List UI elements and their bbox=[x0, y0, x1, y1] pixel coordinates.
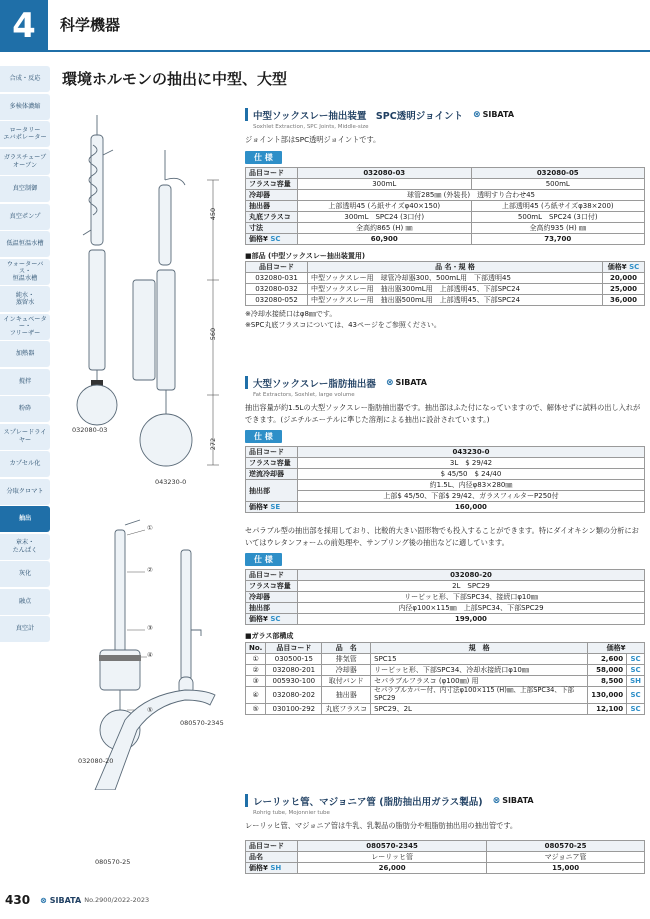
figure-label: 080570-25 bbox=[95, 858, 131, 866]
section-description: 抽出容量が約1.5Lの大型ソックスレー脂肪抽出器です。抽出部はふた付になっていますので、解体せずに試料の出し入れができます。(ジエチルエーテルに準じた溶剤による抽出に設計されています。) bbox=[245, 403, 641, 424]
sidebar-item[interactable]: インキュベーター・ フリーザー bbox=[0, 314, 50, 340]
spec-badge: 仕 様 bbox=[245, 430, 282, 443]
sidebar-item[interactable]: 合成・反応 bbox=[0, 66, 50, 92]
sidebar-item[interactable]: カプセル化 bbox=[0, 451, 50, 477]
section-subtitle: Fat Extractors, Soxhlet, large volume bbox=[253, 392, 355, 398]
spec-badge: 仕 様 bbox=[245, 553, 282, 566]
spec-table: 品目コード 080570-2345 080570-25 品名 レーリッヒ管 マジョニア管 価格¥ SH 26,000 15,000 bbox=[245, 840, 645, 874]
section-rohrig-mojonnier bbox=[245, 794, 645, 874]
sidebar-item[interactable]: 真空ポンプ bbox=[0, 204, 50, 230]
spec-badge: 仕 様 bbox=[245, 151, 282, 164]
header-rule bbox=[48, 50, 650, 52]
sidebar-item[interactable]: 融点 bbox=[0, 589, 50, 615]
footer bbox=[5, 893, 149, 907]
sidebar bbox=[0, 66, 50, 644]
sidebar-item[interactable]: 多検体濃縮 bbox=[0, 94, 50, 120]
sidebar-item[interactable]: 粉砕 bbox=[0, 396, 50, 422]
sidebar-item[interactable]: 純水・ 蒸留水 bbox=[0, 286, 50, 312]
sidebar-item[interactable]: 低温恒温水槽 bbox=[0, 231, 50, 257]
soxhlet-middle-illustration bbox=[77, 115, 117, 425]
note: ※SPC丸底フラスコについては、43ページをご参照ください。 bbox=[245, 321, 441, 330]
figure-label: 080570-2345 bbox=[180, 719, 224, 727]
parts-title: ■ガラス部構成 bbox=[245, 632, 294, 641]
section-description: レーリッヒ管、マジョニア管は牛乳、乳製品の脂肪分や粗脂肪抽出用の抽出管です。 bbox=[245, 821, 518, 830]
dimension-label: 272 bbox=[209, 437, 218, 451]
sidebar-item[interactable]: 加熱器 bbox=[0, 341, 50, 367]
dimension-label: 560 bbox=[209, 327, 218, 341]
page-title: 環境ホルモンの抽出に中型、大型 bbox=[62, 70, 288, 88]
parts-table: 品目コード 品 名・規 格 価格¥ SC 032080-031 中型ソックスレー用 球管冷却器300、500mL用 下部透明45 20,000 032080-032 中型ソックスレー用 抽出器300mL用 上部透明45、下部SPC24 25,000 032080-052 中型ソックスレー用 抽出器500mL用 上部透明45、下部SPC24 36,000 bbox=[245, 261, 645, 306]
figure-label: 043230-0 bbox=[155, 478, 187, 486]
section-title: レーリッヒ管、マジョニア管 (脂肪抽出用ガラス製品) bbox=[253, 796, 483, 808]
fat-extractor-large-illustration bbox=[133, 150, 219, 466]
sidebar-item[interactable]: 章末・ たんぱく bbox=[0, 534, 50, 560]
callout-2: ② bbox=[147, 566, 153, 574]
callout-4: ④ bbox=[147, 651, 153, 659]
sidebar-item[interactable]: ウォーターバス・ 恒温水槽 bbox=[0, 259, 50, 285]
sidebar-item[interactable]: スプレードライヤー bbox=[0, 424, 50, 450]
sibata-logo: ⊗ SIBATA bbox=[492, 795, 534, 806]
footer-brand: ⊗ SIBATA No.2900/2022-2023 bbox=[40, 895, 150, 905]
dimension-label: 450 bbox=[209, 207, 218, 221]
section-large-fat-extractor bbox=[245, 376, 645, 715]
sidebar-item[interactable]: 撹拌 bbox=[0, 369, 50, 395]
sidebar-item[interactable]: 真空制御 bbox=[0, 176, 50, 202]
callout-1: ① bbox=[147, 524, 153, 532]
sidebar-item[interactable]: 分取クロマト bbox=[0, 479, 50, 505]
section-subtitle: Soxhlet Extraction, SPC Joints, Middle-size bbox=[253, 124, 369, 130]
spec-table: 品目コード 043230-0 フラスコ容量 3L $ 29/42 逆流冷却器 $ 45/50 $ 24/40 抽出部 約1.5L、内径φ83×280㎜ 上部$ 45/50、下部$ 29/42、ガラスフィルターP250付 価格¥ SE 160,000 bbox=[245, 446, 645, 513]
figure-label: 032080-20 bbox=[78, 757, 114, 765]
spec-table: 品目コード 032080-03 032080-05 フラスコ容量 300mL 500mL 冷却器 球管285㎜ (外装長) 透明すり合わせ45 抽出器 上部透明45 (ろ紙サイズφ40×150) 上部透明45 (ろ紙サイズφ38×200) 丸底フラスコ 300mL SPC24 (3口付) 500mL SPC24 (3口付) 寸法 全高約865 (H) ㎜ 全高約935 (H) ㎜ 価格¥ SC 60,900 73,700 bbox=[245, 167, 645, 245]
chapter-title: 科学機器 bbox=[60, 16, 121, 34]
section-middle-soxhlet bbox=[245, 108, 645, 331]
sibata-logo: ⊗ SIBATA bbox=[385, 377, 427, 388]
spec-table-20: 品目コード 032080-20 フラスコ容量 2L SPC29 冷却器 リービッヒ形、下部SPC34、接続口φ10㎜ 抽出部 内径φ100×115㎜ 上部SPC34、下部SPC29 価格¥ SC 199,000 bbox=[245, 569, 645, 625]
rohrig-tube-illustration bbox=[179, 550, 201, 695]
figure-label: 032080-03 bbox=[72, 426, 108, 434]
callout-5: ⑤ bbox=[147, 706, 153, 714]
section-subtitle: Rohrig tube, Mojonnier tube bbox=[253, 810, 330, 816]
sidebar-item[interactable]: ガラスチューブ オーブン bbox=[0, 149, 50, 175]
sidebar-item[interactable]: 真空計 bbox=[0, 616, 50, 642]
section-description: ジョイント部はSPC透明ジョイントです。 bbox=[245, 135, 381, 144]
section-description-2: セパラブル型の抽出部を採用しており、比較的大きい固形物でも投入することができます。特にダイオキシン類の分析においてはウレタンフォームの前処理や、サンプリング後の抽出などに適しています。 bbox=[245, 526, 639, 547]
page-number: 430 bbox=[5, 893, 31, 907]
callout-3: ③ bbox=[147, 624, 153, 632]
glass-parts-table: No. 品目コード 品 名 規 格 価格¥ ① 030500-15 排気管 SPC15 2,600 SC ② 032080-201 冷却器 リービッヒ形、下部SPC34、冷却水接続口φ10㎜ 58,000 SC ③ 005930-100 取付バンド セパラブルフラスコ (φ100㎜) 用 8,500 SH ④ 032080-202 抽出器 セパラブルカバー付、内寸法φ100×115 (H)㎜、上部SPC34、下部SPC29 130,000 SC ⑤ 030100-292 丸底フラスコ SPC29、2L 12,100 SC bbox=[245, 642, 645, 715]
section-title: 中型ソックスレー抽出装置 SPC透明ジョイント bbox=[253, 110, 464, 122]
section-title: 大型ソックスレー脂肪抽出器 bbox=[253, 378, 376, 390]
chapter-number: 4 bbox=[0, 0, 48, 52]
sibata-logo: ⊗ SIBATA bbox=[473, 109, 515, 120]
parts-title: ■部品 (中型ソックスレー抽出装置用) bbox=[245, 251, 366, 260]
sidebar-item[interactable]: ロータリー エバポレーター bbox=[0, 121, 50, 147]
note: ※冷却水接続口はφ8㎜です。 bbox=[245, 310, 337, 319]
sidebar-item[interactable]: 抽出 bbox=[0, 506, 50, 532]
sidebar-item[interactable]: 灰化 bbox=[0, 561, 50, 587]
